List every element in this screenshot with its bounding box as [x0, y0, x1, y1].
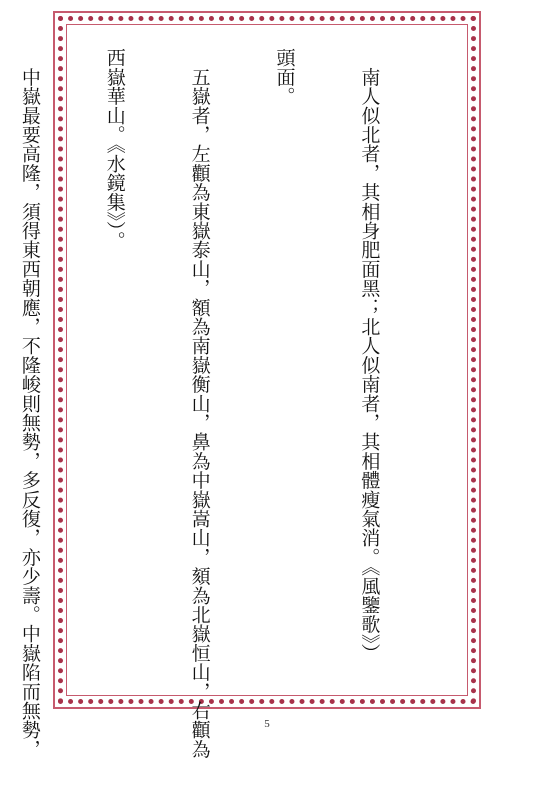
text-column-1: 南人似北者，其相身肥面黑；北人似南者，其相體瘦氣消。《風鑒歌》）: [358, 48, 381, 663]
text-column-2: 頭面。: [273, 48, 296, 106]
text-column-4: 西嶽華山。《水鏡集》）。: [103, 48, 126, 250]
text-column-3: 五嶽者，左顴為東嶽泰山，額為南嶽衡山，鼻為中嶽嵩山，頦為北嶽恒山，右顴為: [188, 48, 211, 759]
text-column-5: 中嶽最要高隆，須得東西朝應，不隆峻則無勢，多反復，亦少壽。中嶽陷而無勢，: [18, 48, 41, 759]
page-number: 5: [264, 718, 270, 730]
vertical-text-body: [18, 48, 440, 759]
